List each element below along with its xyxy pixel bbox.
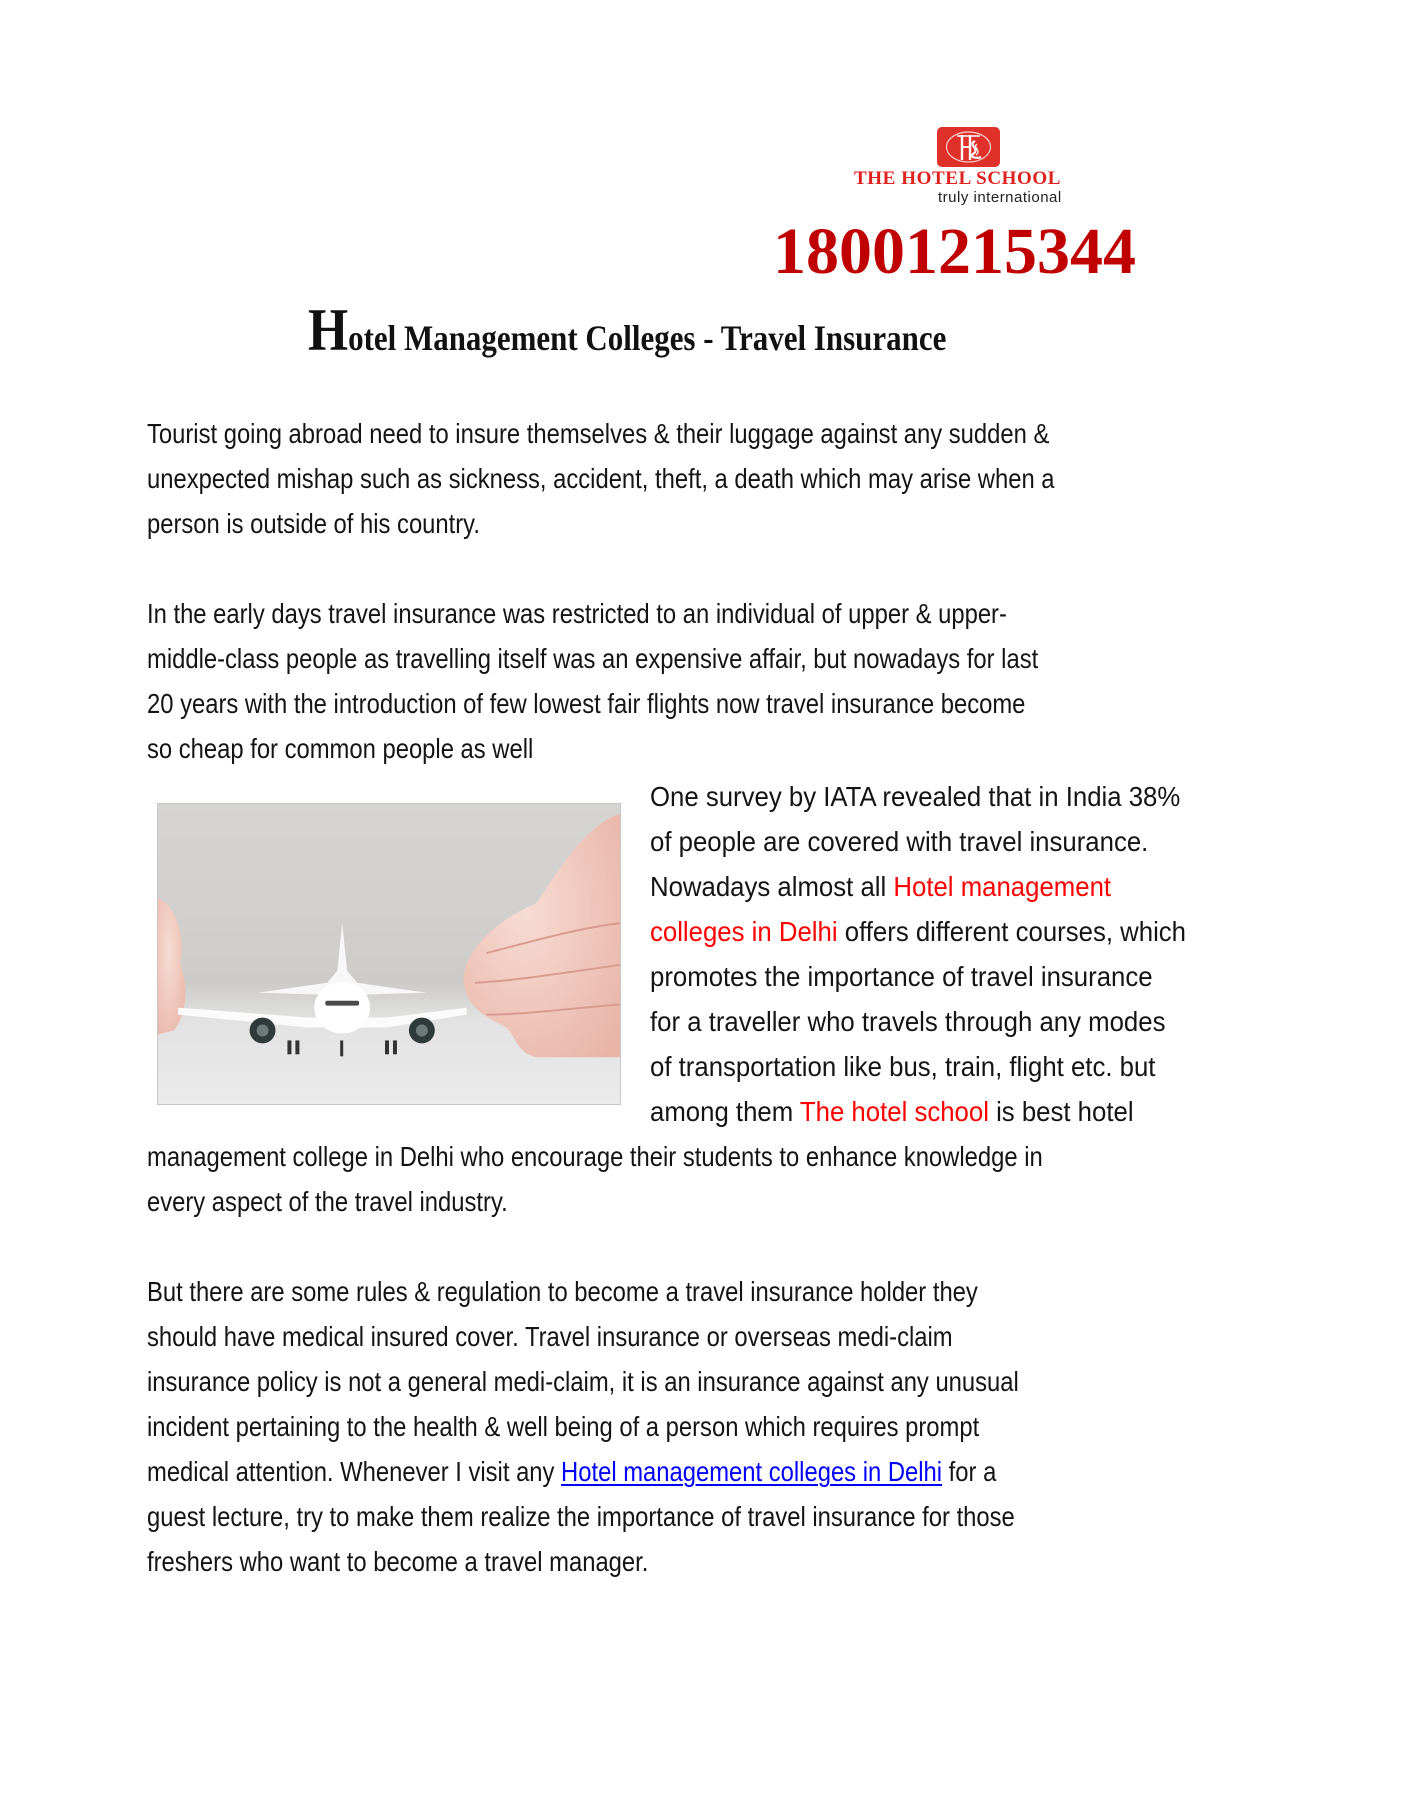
- paragraph-4-line: freshers who want to become a travel manager.: [147, 1546, 649, 1577]
- paragraph-3-text: offers different courses, which: [837, 916, 1187, 947]
- paragraph-3-line: of people are covered with travel insurance.: [650, 826, 1149, 857]
- paragraph-3-line: every aspect of the travel industry.: [147, 1186, 508, 1217]
- paragraph-4-line: should have medical insured cover. Travel insurance or overseas medi-claim: [147, 1321, 953, 1352]
- paragraph-4-line: incident pertaining to the health & well being of a person which requires prompt: [147, 1411, 980, 1442]
- paragraph-3-line: [650, 914, 1186, 950]
- paragraph-4-text: for a: [942, 1456, 997, 1487]
- paragraph-3-text: Nowadays almost all: [650, 871, 894, 902]
- paragraph-3-line: promotes the importance of travel insurance: [650, 961, 1153, 992]
- paragraph-3-line: of transportation like bus, train, flight etc. but: [650, 1051, 1156, 1082]
- phone-number: 18001215344: [773, 215, 1136, 288]
- hotel-management-colleges-link[interactable]: Hotel management: [893, 871, 1112, 902]
- paragraph-2-line: middle-class people as travelling itself was an expensive affair, but nowadays for last: [147, 643, 1039, 674]
- airplane-insurance-photo: [157, 803, 621, 1105]
- paragraph-3-line: [650, 1094, 1134, 1130]
- page-title: [308, 297, 947, 376]
- paragraph-1-line: person is outside of his country.: [147, 508, 480, 539]
- paragraph-4-line: insurance policy is not a general medi-claim, it is an insurance against any unusual: [147, 1366, 1019, 1397]
- title-dropcap: H: [308, 297, 349, 363]
- paragraph-4-line: guest lecture, try to make them realize the importance of travel insurance for those: [147, 1501, 1015, 1532]
- paragraph-3-line: management college in Delhi who encourage their students to enhance knowledge in: [147, 1141, 1043, 1172]
- hotel-management-colleges-link-cont[interactable]: colleges in Delhi: [650, 916, 838, 947]
- paragraph-3-text: among them: [650, 1096, 800, 1127]
- brand-name: THE HOTEL SCHOOL: [854, 168, 1062, 189]
- paragraph-2-line: 20 years with the introduction of few lowest fair flights now travel insurance become: [147, 688, 1026, 719]
- title-text: otel Management Colleges - Travel Insurance: [348, 318, 947, 358]
- paragraph-3-text: is best hotel: [988, 1096, 1134, 1127]
- paragraph-4-line: [147, 1454, 996, 1490]
- paragraph-2-line: In the early days travel insurance was restricted to an individual of upper & upper-: [147, 598, 1007, 629]
- hotel-school-logo-icon: [937, 127, 1000, 167]
- paragraph-4-line: But there are some rules & regulation to become a travel insurance holder they: [147, 1276, 978, 1307]
- paragraph-2-line: so cheap for common people as well: [147, 733, 534, 764]
- paragraph-1-line: unexpected mishap such as sickness, accident, theft, a death which may arise when a: [147, 463, 1055, 494]
- paragraph-4-text: medical attention. Whenever I visit any: [147, 1456, 562, 1487]
- paragraph-3-line: [650, 869, 1111, 905]
- paragraph-3-line: for a traveller who travels through any modes: [650, 1006, 1166, 1037]
- the-hotel-school-link[interactable]: The hotel school: [799, 1096, 989, 1127]
- paragraph-1-line: Tourist going abroad need to insure themselves & their luggage against any sudden &: [147, 418, 1050, 449]
- brand-tagline: truly international: [938, 189, 1062, 206]
- paragraph-3-line: One survey by IATA revealed that in India 38%: [650, 781, 1181, 812]
- hotel-management-colleges-delhi-hyperlink[interactable]: Hotel management colleges in Delhi: [561, 1456, 943, 1487]
